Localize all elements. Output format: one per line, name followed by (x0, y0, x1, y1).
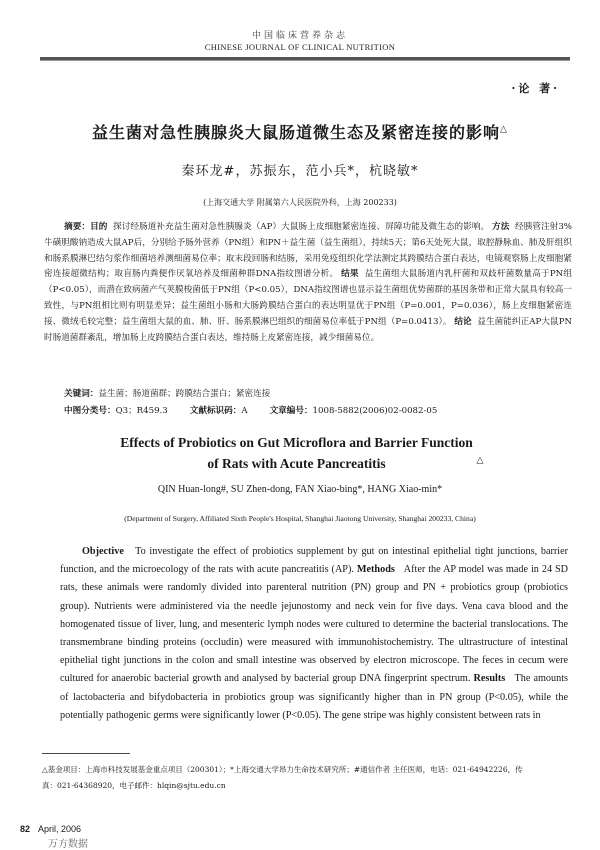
section-tag: ·论 著· (511, 82, 560, 95)
keywords-line (64, 387, 270, 399)
article-title-cn (0, 120, 600, 143)
objective-label-en: Objective (82, 546, 124, 557)
conclusion-text: 益生菌能纠正AP大鼠PN时肠道菌群紊乱，增加肠上皮跨膜结合蛋白表达，维持肠上皮紧密连接，减少细菌易位。 (44, 316, 572, 343)
journal-name-en: CHINESE JOURNAL OF CLINICAL NUTRITION (204, 42, 396, 52)
doc-code-label: 文献标识码： (189, 406, 242, 416)
article-no-label: 文章编号： (269, 406, 313, 416)
clc-label: 中图分类号： (64, 406, 116, 416)
footnote-divider (42, 753, 130, 754)
methods-label: 方法 (492, 222, 510, 232)
affiliation-cn: (上海交通大学 附属第六人民医院外科，上海 200233) (203, 198, 397, 207)
funding-mark-en: △ (476, 454, 484, 465)
article-no-value: 1008-5882(2006)02-0082-05 (312, 406, 438, 416)
affiliation-en: (Department of Surgery, Affiliated Sixth People's Hospital, Shanghai Jiaotong University, Shanghai 200233, China) (124, 514, 476, 523)
results-text: 益生菌组大鼠肠道内乳杆菌和双歧杆菌数量高于PN组（P<0.05），而潜在致病菌产气荚膜梭菌低于PN组（P<0.05），DNA指纹图谱也显示益生菌组优势菌群的基因条带和正常大鼠具有较高一致性，与PN组相比则有明显差异；益生菌组小肠和大肠跨膜结合蛋白的表达明显优于PN组（P=0.001，P=0.036），肠上皮细胞紧密连接、微绒毛较完整；益生菌组大鼠的血、肺、肝、肠系膜淋巴组织的细菌易位率低于PN组（P=0.0413）。 (44, 269, 573, 327)
methods-text: 经胰管注射3%牛磺胆酸钠造成大鼠AP后，分别给予肠外营养（PN组）和PN＋益生菌（益生菌组），持续5天；第6天处死大鼠，取腔静脉血、肺及肝组织和肠系膜淋巴结匀浆作细菌培养测细菌易位率；取末段回肠和结肠，采用免疫组织化学法测定其跨膜结合蛋白表达，电镜观察肠上皮细胞紧密连接超微结构；取盲肠内粪便作厌氧培养及细菌种群DNA指纹图谱分析。 (44, 222, 572, 280)
title-text-en: Effects of Probiotics on Gut Microflora and Barrier Function of Rats with Acute Pancreatitis (120, 435, 473, 471)
results-text-en: The amounts of lactobacteria and bifydobacteria in probiotics group was significantly higher than in PN group (P<0.05), while the potentially pathogenic germs were significantly lower (P<0.05). The gene stripe was highly consistent between rats in (60, 673, 568, 721)
footnote (42, 762, 572, 794)
abstract-en (60, 543, 568, 725)
results-label: 结果 (341, 269, 359, 280)
objective-text: 探讨经肠道补充益生菌对急性胰腺炎（AP）大鼠肠上皮细胞紧密连接、屏障功能及微生态的影响。 (113, 222, 490, 232)
objective-text-en: To investigate the effect of probiotics supplement by gut on intestinal epithelial tight junctions, barrier function, and the microecology of the rats with acute pancreatitis (AP). (60, 546, 569, 576)
clc-value: Q3；R459.3 (115, 406, 168, 416)
page-footer (20, 824, 81, 834)
conclusion-label: 结论 (454, 316, 472, 327)
methods-text-en: After the AP model was made in 24 SD rats, these animals were randomly divided into parenteral nutrition (PN) group and PN + probiotics group (probiotics group). Nutrients were administered via the needle jejunostomy and neck vein for five days. Vena cava blood and the homogenated tissue of liver, lung, and mesenteric lymph nodes were cultured to determine the bacterial translocations. The transmembrane binding proteins (occludin) were measured with immunohistochemistry. The ultrastructure of intestinal epithelial tight junctions in the colon and small intestine was observed by electron microscope. The feces in cecum were cultured for anaerobic bacterial growth and analysed by bacterial group DNA fingerprint spectrum. (60, 564, 569, 685)
page-number: 82 (20, 824, 31, 834)
abstract-cn (44, 220, 572, 346)
header-divider (40, 57, 570, 61)
footnote-line-1: △基金项目：上海市科技发展基金重点项目（200301）；*上海交通大学昂力生命技术研究所；#通信作者 主任医师，电话：021-64942226，传 (42, 765, 523, 774)
methods-label-en: Methods (356, 564, 395, 576)
classification-line (64, 404, 437, 416)
article-title-en (0, 432, 600, 474)
issue-date: April, 2006 (38, 824, 82, 834)
authors-cn: 秦环龙#，苏振东，范小兵*，杭晓敏* (181, 164, 419, 179)
keywords-text: 益生菌；肠道菌群；跨膜结合蛋白；紧密连接 (98, 389, 271, 399)
keywords-label: 关键词： (64, 389, 99, 399)
watermark: 万方数据 (48, 839, 88, 850)
objective-label: 目的 (90, 222, 108, 232)
results-label-en: Results (473, 673, 506, 685)
funding-mark: △ (500, 124, 508, 135)
abstract-label: 摘要： (64, 222, 91, 232)
authors-en: QIN Huan-long#, SU Zhen-dong, FAN Xiao-bing*, HANG Xiao-min* (157, 484, 443, 495)
footnote-line-2: 真：021-64368920，电子邮件：hlqin@sjtu.edu.cn (42, 781, 226, 790)
journal-name-cn: 中国临床营养杂志 (251, 31, 348, 41)
title-text: 益生菌对急性胰腺炎大鼠肠道微生态及紧密连接的影响 (92, 123, 501, 142)
doc-code-value: A (241, 406, 248, 416)
